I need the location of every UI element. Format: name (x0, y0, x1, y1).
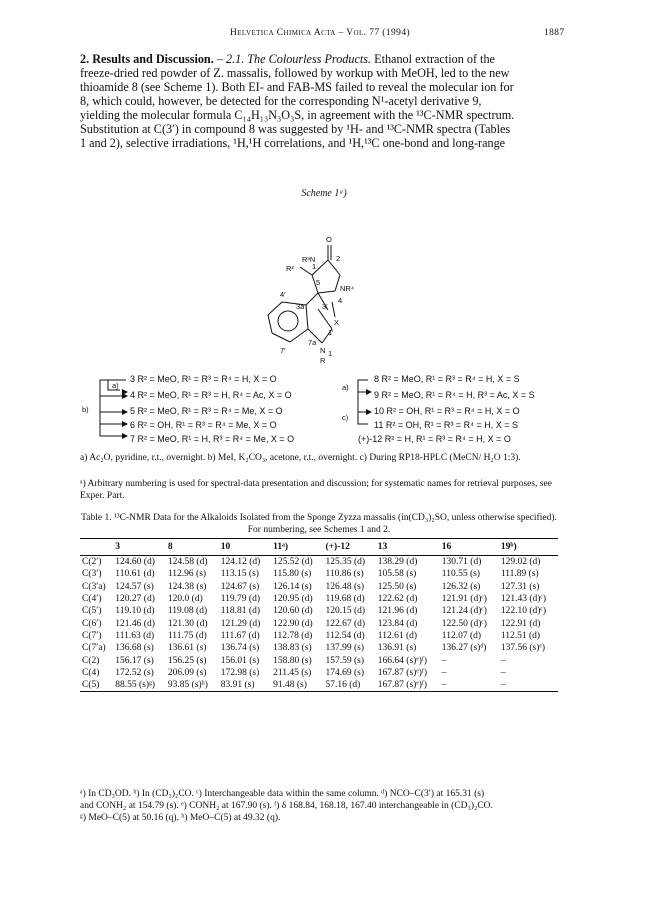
table-cell: 138.83 (s) (273, 643, 312, 654)
table-row (80, 679, 558, 692)
scheme-conditions: a) Ac₂O, pyridine, r.t., overnight. b) MeI, K₂CO₃, acetone, r.t., overnight. c) During RP18-HPLC (MeCN/ H₂O 1:3). (80, 453, 521, 463)
table-cell: – (500, 655, 506, 666)
table-cell: 112.07 (d) (441, 630, 482, 641)
table-footnote: ᵃ) In CD₃OD. ᵇ) In (CD₃)₂CO. ᶜ) Interchangeable data within the same column. ᵈ) NCO–C(3′) at 165.31 (s) (80, 789, 485, 799)
table-row (80, 605, 558, 617)
compound-7: 7 R² = MeO, R¹ = H, R³ = R⁴ = Me, X = O (130, 434, 295, 444)
table-cell: 112.96 (s) (167, 569, 207, 580)
table-cell: 121.46 (d) (115, 618, 155, 629)
table-cell: 167.87 (s)ᵉ)ᶠ) (376, 679, 440, 692)
arrow-label: c) (342, 413, 349, 422)
compound-3: 3 R² = MeO, R¹ = R³ = R⁴ = H, X = O (130, 374, 277, 384)
table-cell: 112.54 (d) (325, 630, 365, 641)
column-header: 3 (113, 539, 166, 556)
table-cell: 112.51 (d) (500, 630, 541, 641)
section-subheading: – 2.1. The Colourless Products. (216, 52, 372, 66)
compound-4: 4 R² = MeO, R¹ = R³ = H, R⁴ = Ac, X = O (130, 390, 292, 400)
table-cell: 122.62 (d) (377, 594, 418, 605)
atom-label: R³N (302, 255, 316, 264)
compound-5: 5 R² = MeO, R¹ = R³ = R⁴ = Me, X = O (130, 406, 283, 416)
atom-label: O (326, 235, 332, 244)
body-line: freeze-dried red powder of Z. massalis, followed by workup with MeOH, led to the new (80, 66, 510, 80)
table-cell: 127.31 (s) (500, 581, 540, 592)
table-row (80, 667, 558, 679)
table-cell: 156.17 (s) (115, 655, 154, 666)
table-cell: 112.61 (d) (377, 630, 418, 641)
table-cell: 122.10 (d)ᶜ) (500, 606, 547, 617)
scheme-title: Scheme 1ᵃ) (301, 188, 347, 199)
column-header: 10 (219, 539, 271, 556)
table-cell: 156.25 (s) (167, 655, 207, 666)
table-cell: 111.67 (d) (220, 630, 260, 641)
table-cell: 110.61 (d) (115, 569, 155, 580)
table-cell: – (499, 679, 558, 692)
compound-9: 9 R² = MeO, R¹ = R⁴ = H, R³ = Ac, X = S (374, 390, 535, 400)
atom-label: 7′ (280, 346, 286, 355)
table-cell: 136.27 (s)ᵈ) (441, 643, 487, 654)
chemical-structure (240, 205, 380, 380)
body-line: 8, which could, however, be detected for the corresponding N¹-acetyl derivative 9, (80, 94, 482, 108)
atom-label: 2 (336, 254, 341, 263)
table-cell: 124.60 (d) (115, 557, 155, 568)
column-header: 16 (440, 539, 499, 556)
table-cell: 120.15 (d) (325, 606, 366, 617)
column-header: 13 (376, 539, 440, 556)
table-cell: 166.64 (s)ᵉ)ᶠ) (377, 655, 428, 666)
table-cell: 124.12 (d) (220, 557, 261, 568)
table-cell: 137.56 (s)ᵉ) (500, 643, 545, 654)
table-row (80, 617, 558, 629)
nmr-table (80, 538, 558, 692)
table-footnotes (80, 788, 558, 824)
row-label: C(6′) (82, 618, 102, 629)
table-cell: 211.45 (s) (273, 667, 312, 678)
table-cell: 121.29 (d) (220, 618, 261, 629)
atom-label: 4 (338, 296, 343, 305)
compound-11: 11 R² = OH, R¹ = R³ = R⁴ = H, X = S (374, 420, 518, 430)
table-cell: 167.87 (s)ᵉ)ᶠ) (377, 667, 428, 678)
table-row (80, 642, 558, 654)
column-header: 8 (166, 539, 219, 556)
atom-label: 1′ (328, 328, 334, 337)
atom-label: X (334, 318, 340, 327)
table-cell: 110.55 (s) (441, 569, 480, 580)
table-cell: 126.14 (s) (273, 581, 312, 592)
table-cell: 138.29 (d) (377, 557, 418, 568)
table-cell: 172.98 (s) (220, 667, 260, 678)
table-cell: 93.85 (s)ʰ) (166, 679, 219, 692)
row-label: C(2) (82, 655, 100, 666)
section-line-1 (80, 52, 558, 66)
scheme-footnote: ᵃ) Arbitrary numbering is used for spectral-data presentation and discussion; for systematic names for retrieval purposes, see Exper. Part. (80, 479, 552, 501)
table-cell: 124.57 (s) (115, 581, 154, 592)
table-cell: 119.79 (d) (220, 594, 260, 605)
row-label: C(7′a) (82, 643, 106, 654)
table-cell: 119.08 (d) (167, 606, 208, 617)
row-label: C(5′) (82, 606, 102, 617)
body-line: 1 and 2), selective irradiations, ¹H,¹H correlations, and ¹H,¹³C one-bond and long-range (80, 136, 506, 150)
table-cell: 158.80 (s) (273, 655, 312, 666)
table-cell: 120.95 (d) (273, 594, 313, 605)
arrow-label: b) (82, 405, 89, 414)
table-row (80, 568, 558, 580)
table-footnote: ᵍ) MeO–C(5) at 50.16 (q). ʰ) MeO–C(5) at 49.32 (q). (80, 813, 281, 823)
table-row (80, 556, 558, 569)
table-cell: 57.16 (d) (323, 679, 375, 692)
table-cell: 137.99 (s) (325, 643, 364, 654)
atom-label: 1 (328, 349, 333, 358)
table-cell: 121.30 (d) (167, 618, 208, 629)
table-header-row (80, 539, 558, 556)
row-label: C(4′) (82, 594, 102, 605)
table-cell: 122.67 (d) (325, 618, 366, 629)
table-cell: 121.24 (d)ᶜ) (441, 606, 487, 617)
body-line: Substitution at C(3′) in compound 8 was suggested by ¹H- and ¹³C-NMR spectra (Tables (80, 122, 511, 136)
table-cell: 136.74 (s) (220, 643, 260, 654)
table-cell: 111.75 (d) (167, 630, 207, 641)
table-row (80, 630, 558, 642)
table-cell: 136.61 (s) (167, 643, 207, 654)
table-cell: – (440, 679, 499, 692)
journal-title: Helvetica Chimica Acta – Vol. 77 (1994) (230, 28, 411, 38)
table-cell: 121.43 (d)ᶜ) (500, 594, 547, 605)
table-cell: 122.91 (d) (500, 618, 541, 629)
section-heading: 2. Results and Discussion. (80, 52, 214, 66)
atom-label: R² (286, 264, 294, 273)
table-cell: 105.58 (s) (377, 569, 417, 580)
results-section (80, 52, 558, 150)
compound-10: 10 R² = OH, R¹ = R³ = R⁴ = H, X = O (374, 406, 520, 416)
table-cell: 125.35 (d) (325, 557, 366, 568)
table-cell: 113.15 (s) (220, 569, 259, 580)
atom-label: 1 (312, 262, 317, 271)
table-footnote: and CONH₂ at 154.79 (s). ᵉ) CONH₂ at 167.90 (s). ᶠ) δ 168.84, 168.18, 167.40 interchangeable in (CD₃)₂CO. (80, 801, 493, 811)
arrow-label: a) (342, 383, 349, 392)
table-cell: 115.80 (s) (273, 569, 312, 580)
compound-12: (+)-12 R² = H, R¹ = R³ = R⁴ = H, X = O (358, 434, 511, 444)
table-row (80, 654, 558, 666)
table-cell: 126.32 (s) (441, 581, 481, 592)
table-cell: 83.91 (s) (219, 679, 271, 692)
table-row (80, 593, 558, 605)
table-cell: – (441, 655, 447, 666)
table-cell: 121.96 (d) (377, 606, 418, 617)
table-cell: – (441, 667, 447, 678)
table-cell: 88.55 (s)ᵍ) (113, 679, 166, 692)
table-cell: 122.50 (d)ᶜ) (441, 618, 487, 629)
table-cell: 120.0 (d) (167, 594, 203, 605)
table-cell: 118.81 (d) (220, 606, 260, 617)
atom-label: R (320, 356, 326, 365)
column-header: 19ᵇ) (499, 539, 558, 556)
table-cell: 125.50 (s) (377, 581, 417, 592)
row-label: C(5) (80, 679, 113, 692)
table-cell: 129.02 (d) (500, 557, 541, 568)
table-cell: 130.71 (d) (441, 557, 482, 568)
row-label: C(7′) (82, 630, 102, 641)
table-body (80, 556, 558, 692)
atom-label: 3′ (322, 302, 328, 311)
table-cell: 174.69 (s) (325, 667, 364, 678)
table-cell: 91.48 (s) (271, 679, 323, 692)
atom-label: NR⁴ (340, 284, 355, 293)
table-cell: 121.91 (d)ᶜ) (441, 594, 487, 605)
table-cell: 110.86 (s) (325, 569, 364, 580)
table-cell: 172.52 (s) (115, 667, 154, 678)
column-header: (+)-12 (323, 539, 375, 556)
body-line: thioamide 8 (see Scheme 1). Both EI- and FAB-MS failed to reveal the molecular ion for (80, 80, 514, 94)
column-header (80, 539, 113, 556)
column-header: 11ᵃ) (271, 539, 323, 556)
page-number: 1887 (544, 28, 565, 38)
table-cell: 111.89 (s) (500, 569, 539, 580)
compound-8: 8 R² = MeO, R¹ = R³ = R⁴ = H, X = S (374, 374, 520, 384)
table-cell: 119.10 (d) (115, 606, 155, 617)
table-cell: 124.67 (s) (220, 581, 260, 592)
row-label: C(4) (82, 667, 100, 678)
table-caption: Table 1. ¹³C-NMR Data for the Alkaloids Isolated from the Sponge Zyzza massalis (in(CD₃)₂SO, unless otherwise specified). For numbering, see Schemes 1 and 2. (81, 513, 557, 535)
atom-label: 3a (296, 302, 305, 311)
row-label: C(2′) (82, 557, 102, 568)
compound-6: 6 R² = OH, R¹ = R³ = R⁴ = Me, X = O (130, 420, 277, 430)
atom-label: 5 (316, 278, 321, 287)
table-cell: 122.90 (d) (273, 618, 313, 629)
table-cell: 126.48 (s) (325, 581, 364, 592)
atom-label: N (320, 346, 326, 355)
atom-label: 7a (308, 338, 317, 347)
table-cell: 120.60 (d) (273, 606, 313, 617)
table-cell: 157.59 (s) (325, 655, 364, 666)
table-cell: 119.68 (d) (325, 594, 365, 605)
table-row (80, 581, 558, 593)
table-cell: 156.01 (s) (220, 655, 260, 666)
table-cell: 112.78 (d) (273, 630, 313, 641)
atom-label: 4′ (280, 290, 286, 299)
table-cell: 124.58 (d) (167, 557, 208, 568)
arrow-label: a) (112, 381, 119, 390)
row-label: C(3′) (82, 569, 102, 580)
body-line: yielding the molecular formula C₁₄H₁₃N₃O₃S, in agreement with the ¹³C-NMR spectrum. (80, 108, 515, 122)
table-cell: 123.84 (d) (377, 618, 418, 629)
table-cell: 206.09 (s) (167, 667, 207, 678)
table-cell: 136.91 (s) (377, 643, 417, 654)
table-cell: 125.52 (d) (273, 557, 313, 568)
table-cell: – (500, 667, 506, 678)
body-line: Ethanol extraction of the (374, 52, 495, 66)
table-cell: 120.27 (d) (115, 594, 155, 605)
table-cell: 111.63 (d) (115, 630, 155, 641)
row-label: C(3′a) (82, 581, 106, 592)
table-cell: 124.38 (s) (167, 581, 207, 592)
table-cell: 136.68 (s) (115, 643, 154, 654)
